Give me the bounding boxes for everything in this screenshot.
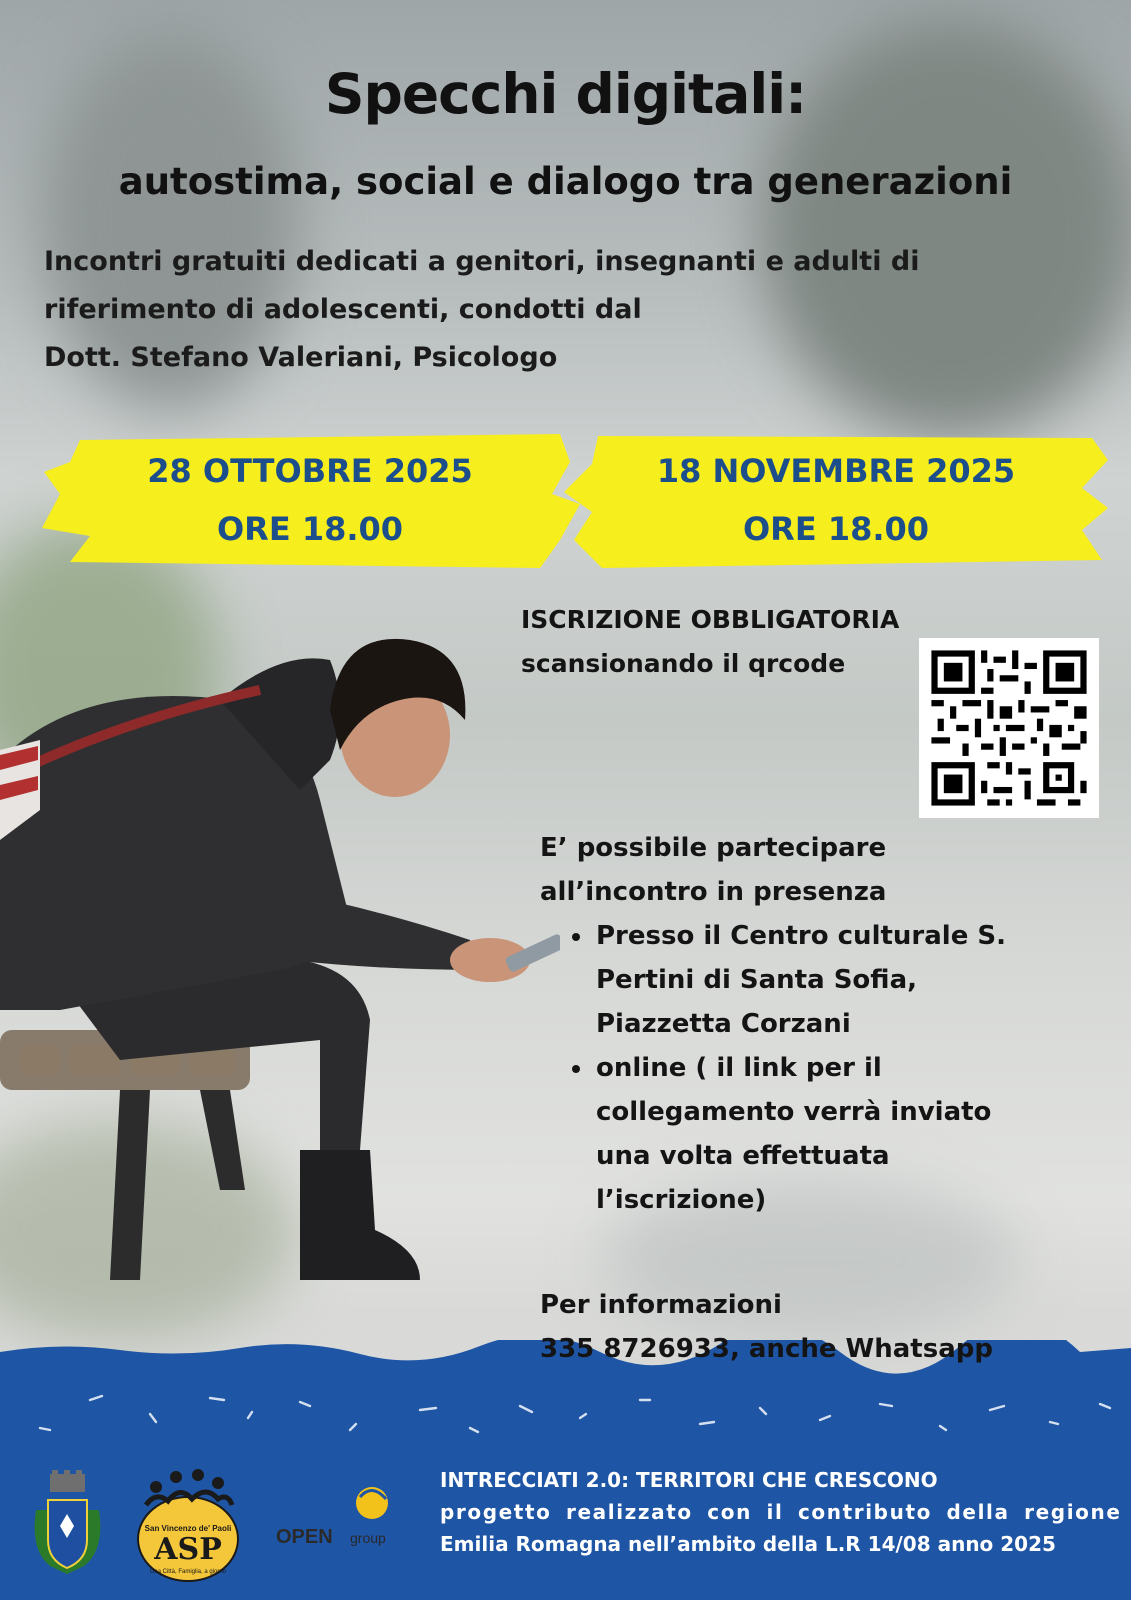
page-title: Specchi digitali: — [324, 62, 807, 126]
asp-logo-main: ASP — [154, 1532, 222, 1567]
boy-on-bench-image — [0, 590, 560, 1350]
asp-logo-top: San Vincenzo de' Paoli — [144, 1524, 232, 1533]
page-subtitle: autostima, social e dialogo tra generazioni — [118, 160, 1013, 203]
time-text: ORE 18.00 — [216, 510, 404, 548]
registration-block — [521, 598, 899, 686]
list-item-line: collegamento verrà inviato — [596, 1097, 992, 1127]
open-logo-text: OPEN — [276, 1526, 333, 1548]
contacts-phone[interactable]: 335 8726933, anche Whatsapp — [540, 1334, 993, 1364]
registration-instruction: scansionando il qrcode — [521, 649, 846, 678]
list-item-line: Pertini di Santa Sofia, — [596, 965, 917, 995]
footer-line: Emilia Romagna nell’ambito della L.R 14/08 anno 2025 — [440, 1532, 1056, 1556]
list-item-in-person — [594, 914, 1006, 1046]
list-item-line: online ( il link per il — [596, 1053, 882, 1083]
registration-title: ISCRIZIONE OBBLIGATORIA — [521, 605, 900, 634]
date-highlight-1 — [40, 432, 580, 570]
participation-line: E’ possibile partecipare — [540, 833, 887, 863]
participation-info — [540, 826, 1006, 1222]
open-logo-sub: group — [350, 1530, 386, 1546]
list-item-line: una volta effettuata — [596, 1141, 890, 1171]
date-highlight-2 — [562, 432, 1110, 570]
contacts-block — [540, 1283, 993, 1371]
qr-code[interactable] — [919, 638, 1099, 818]
footer-text — [440, 1464, 1122, 1560]
participation-line: all’incontro in presenza — [540, 877, 887, 907]
list-item-line: Piazzetta Corzani — [596, 1009, 851, 1039]
asp-logo-bottom: Una Città, Famiglia, a giorno — [149, 1569, 227, 1575]
time-text: ORE 18.00 — [742, 510, 930, 548]
asp-logo — [132, 1465, 244, 1583]
contacts-label: Per informazioni — [540, 1290, 782, 1320]
participation-options — [540, 914, 1006, 1222]
intro-line: riferimento di adolescenti, condotti dal — [44, 294, 642, 325]
intro-line: Dott. Stefano Valeriani, Psicologo — [44, 342, 558, 373]
footer-line: progetto realizzato con il contributo della regione — [440, 1500, 1122, 1524]
municipality-crest-logo — [30, 1470, 105, 1580]
date-text: 18 NOVEMBRE 2025 — [656, 452, 1016, 490]
list-item-line: l’iscrizione) — [596, 1185, 767, 1215]
list-item-online — [594, 1046, 1006, 1222]
list-item-line: Presso il Centro culturale S. — [596, 921, 1006, 951]
open-group-logo — [272, 1485, 412, 1555]
intro-line: Incontri gratuiti dedicati a genitori, insegnanti e adulti di — [44, 246, 920, 277]
date-text: 28 OTTOBRE 2025 — [147, 452, 473, 490]
footer-project-title: INTRECCIATI 2.0: TERRITORI CHE CRESCONO — [440, 1468, 938, 1492]
intro-text — [44, 238, 1044, 382]
